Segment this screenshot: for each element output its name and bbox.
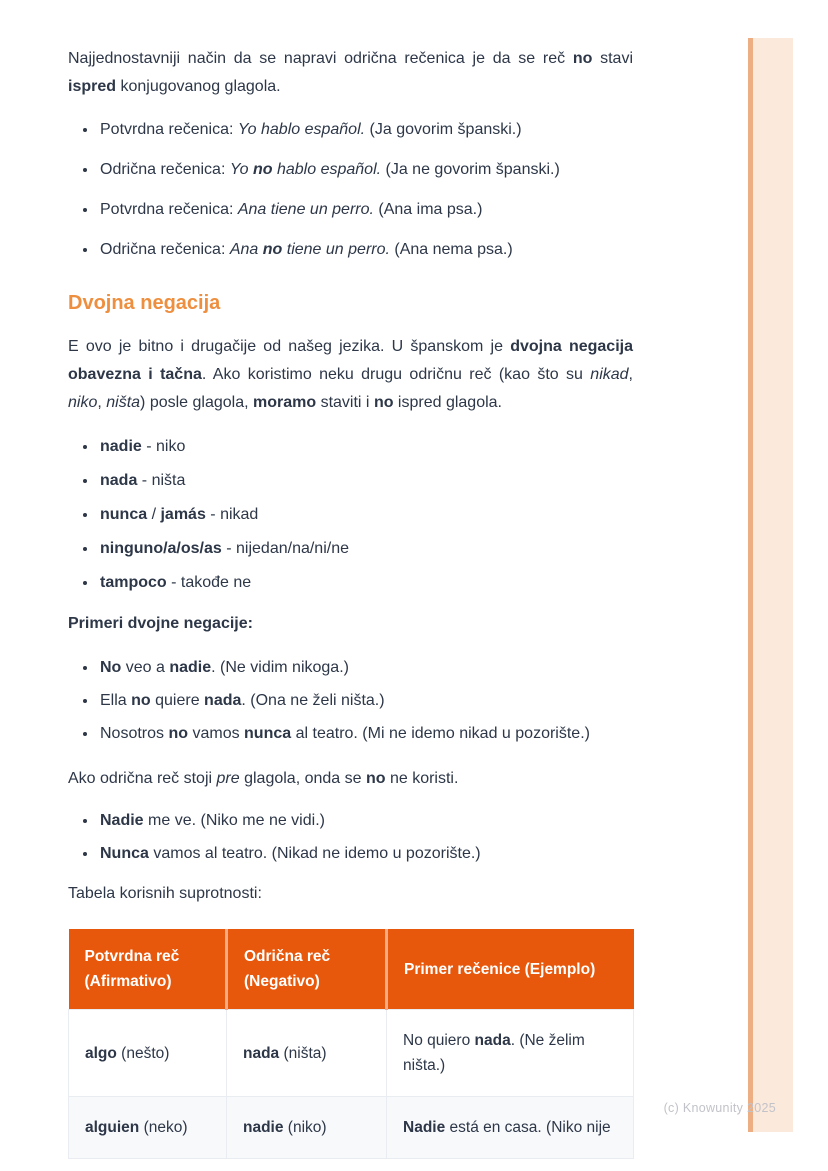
double-negation-examples-list [68, 654, 633, 748]
double-negation-paragraph: E ovo je bitno i drugačije od našeg jezika. U španskom je dvojna negacija obavezna i tačna. Ako koristimo neku drugu odričnu reč (kao što su nikad, niko, ništa) posle glagola, moramo staviti i no ispred glagola. [68, 338, 633, 411]
pre-verb-rule-paragraph: Ako odrična reč stoji pre glagola, onda se no ne koristi. [68, 770, 459, 787]
list-item: • Ella no quiere nada. (Ona ne želi ništa.) [98, 687, 633, 715]
watermark: (c) Knowunity 2025 [663, 1101, 776, 1115]
table-cell: algo (nešto) [69, 1010, 227, 1097]
table-cell: nada (ništa) [227, 1010, 387, 1097]
intro-paragraph: Najjednostavniji način da se napravi odrična rečenica je da se reč no stavi ispred konjugovanog glagola. [68, 50, 634, 95]
list-item: • tampoco - takođe ne [98, 569, 633, 597]
opposites-table [68, 929, 634, 1159]
table-row [69, 1097, 634, 1159]
table-header-negative: Odrična reč (Negativo) [227, 929, 387, 1010]
highlight-stripe [748, 38, 793, 1132]
list-item: • nada - ništa [98, 467, 633, 495]
table-row [69, 1010, 634, 1097]
list-item: • Nadie me ve. (Niko me ne vidi.) [98, 807, 633, 835]
table-header-row [69, 929, 634, 1010]
list-item: • Odrična rečenica: Yo no hablo español. (Ja ne govorim španski.) [98, 156, 633, 184]
list-item: • Nosotros no vamos nunca al teatro. (Mi ne idemo nikad u pozorište.) [98, 720, 633, 748]
negative-words-list [68, 433, 633, 597]
section-heading-double-negation: Dvojna negacija [68, 292, 221, 314]
table-intro: Tabela korisnih suprotnosti: [68, 885, 262, 902]
table-header-affirmative: Potvrdna reč (Afirmativo) [69, 929, 227, 1010]
list-item: • nadie - niko [98, 433, 633, 461]
list-item: • Nunca vamos al teatro. (Nikad ne idemo u pozorište.) [98, 840, 633, 868]
list-item: • Potvrdna rečenica: Ana tiene un perro. (Ana ima psa.) [98, 196, 633, 224]
list-item: • Odrična rečenica: Ana no tiene un perro. (Ana nema psa.) [98, 236, 633, 264]
table-cell: alguien (neko) [69, 1097, 227, 1159]
examples-heading: Primeri dvojne negacije: [68, 615, 253, 632]
table-header-example: Primer rečenice (Ejemplo) [387, 929, 634, 1010]
table-cell: Nadie está en casa. (Niko nije [387, 1097, 634, 1159]
table-cell: No quiero nada. (Ne želim ništa.) [387, 1010, 634, 1097]
list-item: • nunca / jamás - nikad [98, 501, 633, 529]
document-content [68, 45, 633, 1159]
table-cell: nadie (niko) [227, 1097, 387, 1159]
list-item: • No veo a nadie. (Ne vidim nikoga.) [98, 654, 633, 682]
affirmative-negative-sentence-list [68, 116, 633, 264]
list-item: • Potvrdna rečenica: Yo hablo español. (Ja govorim španski.) [98, 116, 633, 144]
list-item: • ninguno/a/os/as - nijedan/na/ni/ne [98, 535, 633, 563]
pre-verb-examples-list [68, 807, 633, 868]
